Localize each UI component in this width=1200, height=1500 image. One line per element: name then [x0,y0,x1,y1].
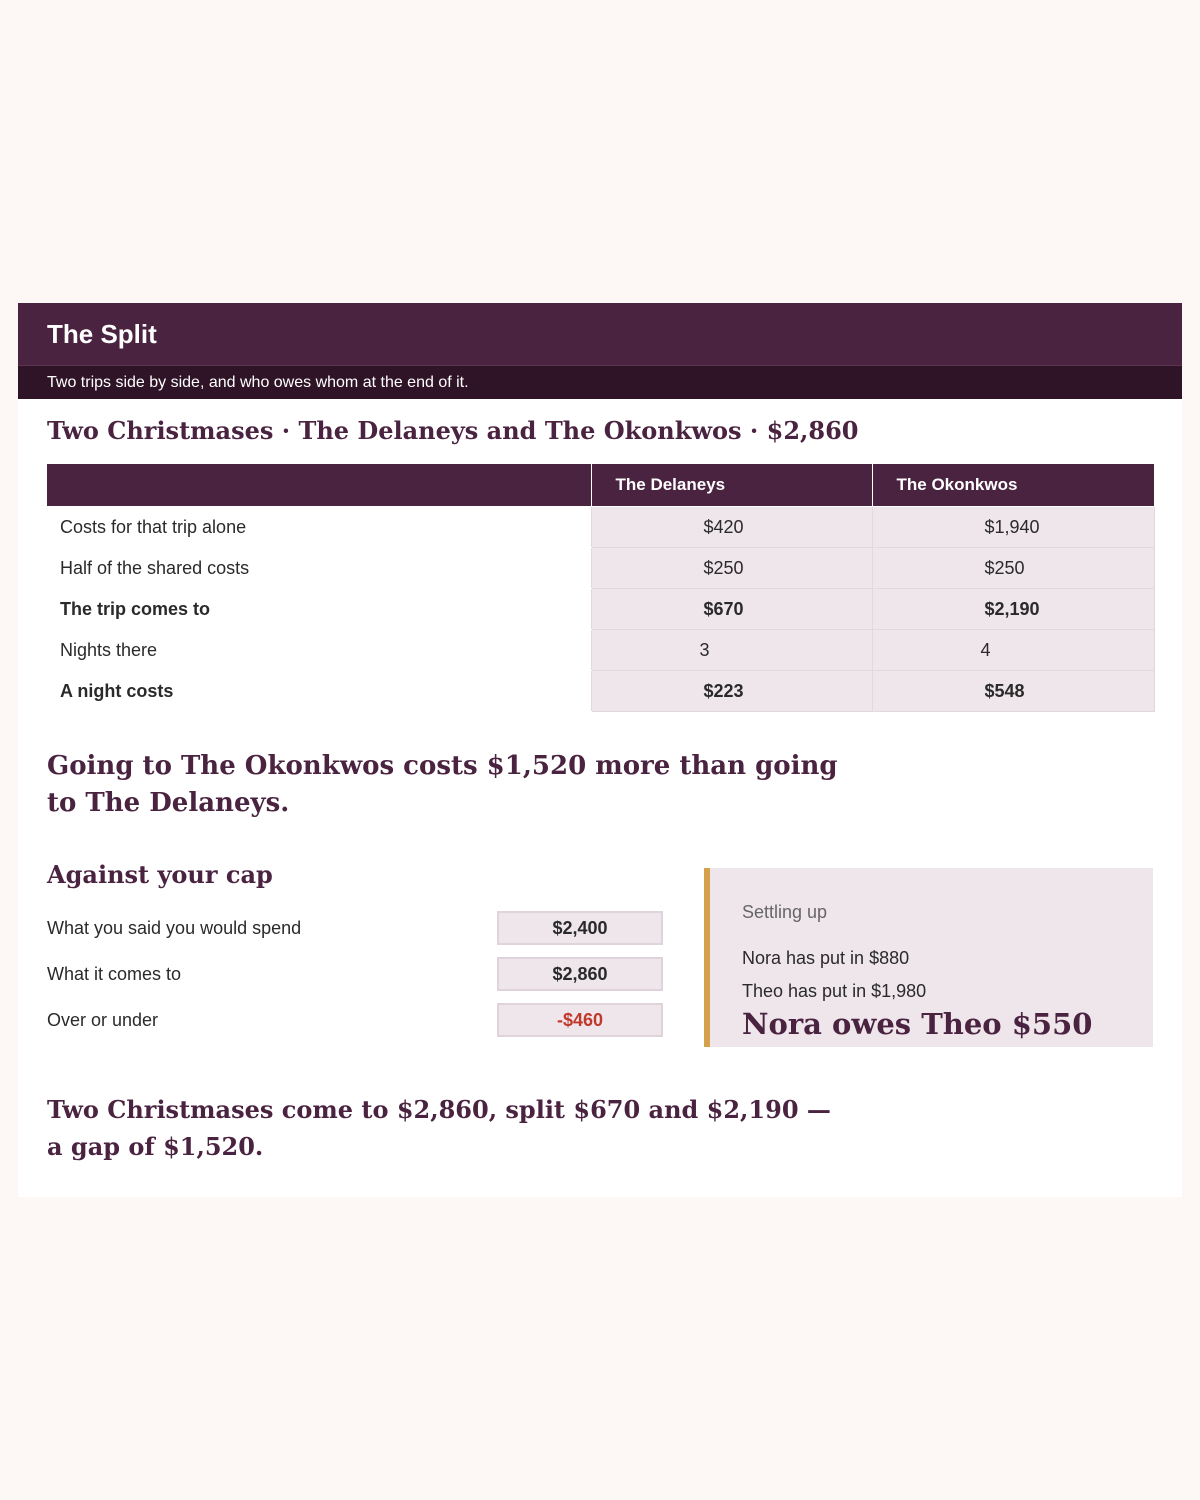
cap-row-total [47,957,663,991]
cap-label: Over or under [47,1009,159,1030]
settle-line-theo: Theo has put in $1,980 [742,981,927,1001]
table-row [47,548,1154,589]
okonkwos-value: $1,940 [872,507,1154,548]
delaneys-value: $250 [591,548,872,589]
table-row [47,671,1154,712]
cap-row-difference [47,1003,663,1037]
row-label: Half of the shared costs [47,548,591,589]
okonkwos-value: $2,190 [872,589,1154,630]
settle-line-nora: Nora has put in $880 [742,948,910,968]
settling-up-panel [704,868,1153,1047]
column-header-okonkwos: The Okonkwos [872,464,1154,507]
okonkwos-value: $250 [872,548,1154,589]
comparison-heading: Two Christmases · The Delaneys and The Okonkwos · $2,860 [47,416,859,445]
column-header-label [47,464,591,507]
app-title: The Split [47,318,157,349]
row-label: Costs for that trip alone [47,507,591,548]
trip-comparison-table [47,464,1155,712]
table-row [47,630,1154,671]
table-row [47,589,1154,630]
cap-label: What you said you would spend [47,917,302,938]
delaneys-value: $670 [591,589,872,630]
settle-result: Nora owes Theo $550 [742,1007,1093,1041]
app-header [18,303,1182,365]
cap-row-budget [47,911,663,945]
cap-value-budget: $2,400 [497,911,663,945]
summary-sentence: Two Christmases come to $2,860, split $670 and $2,190 — a gap of $1,520. [47,1095,831,1161]
table-row [47,507,1154,548]
row-label: A night costs [47,671,591,712]
settle-title: Settling up [742,902,828,922]
app-subtitle: Two trips side by side, and who owes whom at the end of it. [47,373,469,391]
delaneys-value: $420 [591,507,872,548]
column-header-delaneys: The Delaneys [591,464,872,507]
delaneys-value: 3 [591,630,872,671]
okonkwos-value: 4 [872,630,1154,671]
okonkwos-value: $548 [872,671,1154,712]
row-label: The trip comes to [47,589,591,630]
cap-label: What it comes to [47,963,182,984]
row-label: Nights there [47,630,591,671]
subtitle-bar [18,365,1182,399]
table-header-row [47,464,1154,507]
cap-heading: Against your cap [47,860,273,889]
split-card [18,303,1182,1197]
delaneys-value: $223 [591,671,872,712]
cap-value-total: $2,860 [497,957,663,991]
cap-value-difference: -$460 [497,1003,663,1037]
gap-sentence: Going to The Okonkwos costs $1,520 more than going to The Delaneys. [47,751,838,818]
